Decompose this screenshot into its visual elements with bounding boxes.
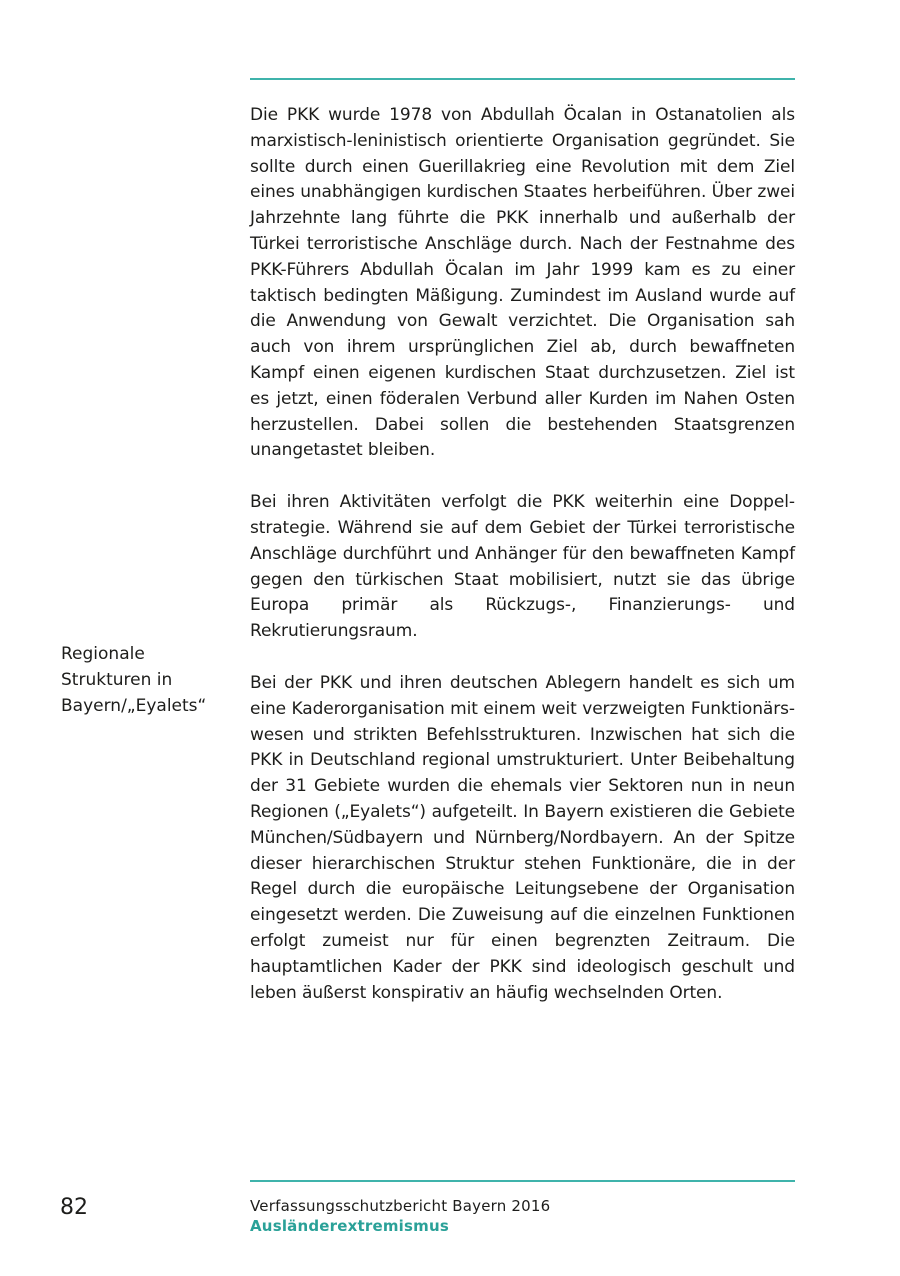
margin-note-line: Strukturen in [61, 669, 173, 690]
margin-note-line: Regionale [61, 644, 145, 664]
margin-note-line: Bayern/„Eyalets“ [61, 695, 207, 716]
top-divider [250, 78, 795, 80]
paragraph-double-strategy: Bei ihren Aktivitäten verfolgt die PKK weiterhin eine Doppelstrategie. Während sie auf dem Gebiet der Türkei terroristische Anschläge durchführt und Anhänger für den bewaffneten Kampf gegen den türkischen Staat mobilisiert, nutzt sie das übrige Europa primär als Rückzugs-, Finanzierungs- und Rekrutierungsraum. [250, 492, 795, 642]
main-text-column [250, 103, 795, 1006]
paragraph-pkk-history: Die PKK wurde 1978 von Abdullah Öcalan in Ostanatolien als marxistisch-leninistisch orientierte Organisation gegründet. Sie sollte durch einen Guerillakrieg eine Revolution mit dem Ziel eines unabhängigen kurdischen Staates herbeiführen. Über zwei Jahrzehnte lang führte die PKK innerhalb und außerhalb der Türkei terroristische Anschläge durch. Nach der Festnahme des PKK-Führers Abdullah Öcalan im Jahr 1999 kam es zu einer taktisch bedingten Mäßigung. Zumindest im Ausland wurde auf die Anwendung von Gewalt verzichtet. Die Organisation sah auch von ihrem ursprünglichen Ziel ab, durch bewaffneten Kampf einen eigenen kurdischen Staat durchzusetzen. Ziel ist es jetzt, einen föderalen Verbund aller Kurden im Nahen Osten herzustellen. Dabei sollen die bestehenden Staatsgrenzen unangetastet bleiben. [250, 105, 795, 461]
paragraph-regional-structures: Bei der PKK und ihren deutschen Ablegern handelt es sich um eine Kaderorganisation mit einem weit verzweigten Funktionärswesen und strikten Befehlsstrukturen. Inzwischen hat sich die PKK in Deutschland regional umstrukturiert. Unter Beibehaltung der 31 Gebiete wurden die ehemals vier Sektoren nun in neun Regionen („Eyalets“) aufgeteilt. In Bayern existieren die Gebiete München/Südbayern und Nürnberg/Nordbayern. An der Spitze dieser hierarchischen Struktur stehen Funktionäre, die in der Regel durch die europäische Leitungsebene der Organisation eingesetzt werden. Die Zuweisung auf die einzelnen Funktionen erfolgt zumeist nur für einen begrenzten Zeitraum. Die hauptamtlichen Kader der PKK sind ideologisch geschult und leben äußerst konspirativ an häufig wechselnden Orten. [250, 672, 795, 1003]
footer-section-title: Ausländerextremismus [250, 1217, 449, 1235]
footer-report-title: Verfassungsschutzbericht Bayern 2016 [250, 1197, 551, 1215]
footer-divider [250, 1180, 795, 1182]
page-number: 82 [60, 1195, 88, 1220]
margin-note-regional-structures [61, 642, 231, 719]
